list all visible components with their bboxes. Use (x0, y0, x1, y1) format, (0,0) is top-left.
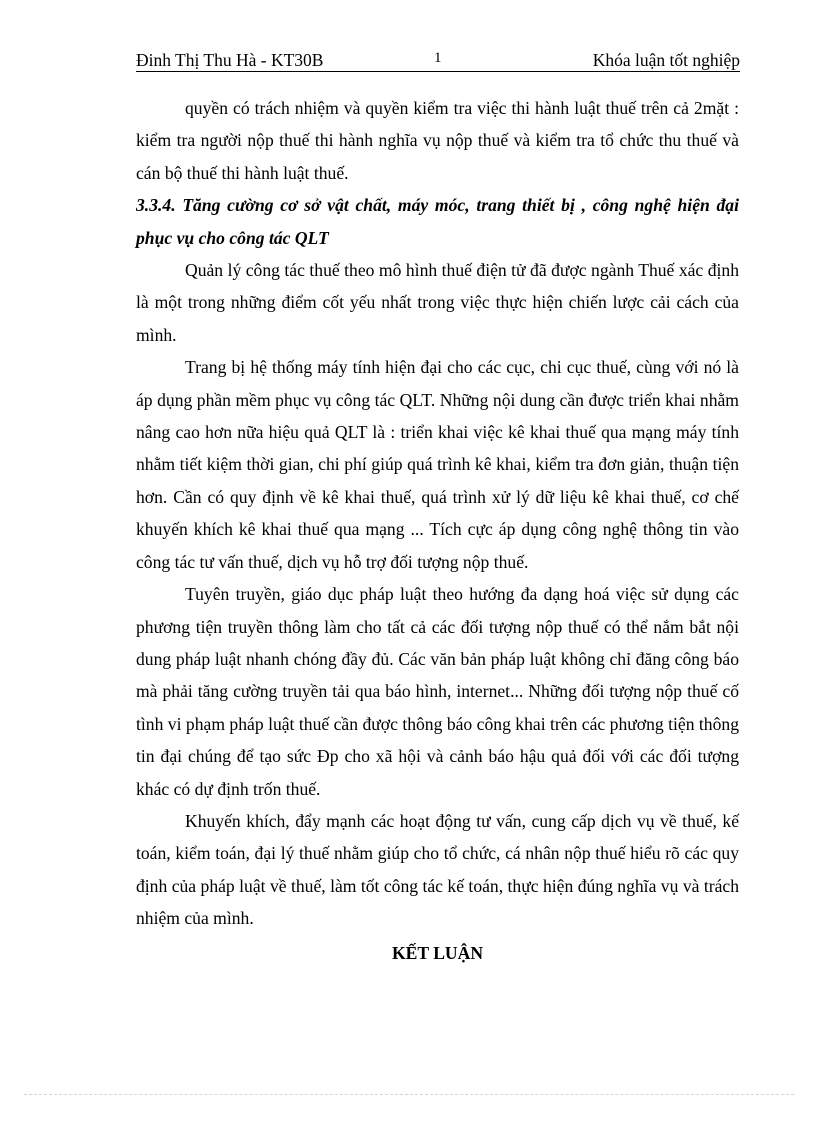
paragraph-1: Quản lý công tác thuế theo mô hình thuế điện tử đã được ngành Thuế xác định là một trong những điểm cốt yếu nhất trong việc thực hiện chiến lược cải cách của mình. (136, 260, 739, 345)
page-bottom-divider (24, 1094, 794, 1095)
paragraph-intro: quyền có trách nhiệm và quyền kiểm tra việc thi hành luật thuế trên cả 2mặt : kiểm tra người nộp thuế thi hành nghĩa vụ nộp thuế và kiểm tra tổ chức thu thuế và cán bộ thuế thi hành luật thuế. (136, 98, 739, 183)
header-doc-type: Khóa luận tốt nghiệp (592, 50, 740, 70)
document-body (136, 92, 739, 969)
paragraph-2: Trang bị hệ thống máy tính hiện đại cho các cục, chi cục thuế, cùng với nó là áp dụng phần mềm phục vụ công tác QLT. Những nội dung cần được triển khai nhằm nâng cao hơn nữa hiệu quả QLT là : triển khai việc kê khai thuế qua mạng máy tính nhằm tiết kiệm thời gian, chi phí giúp quá trình kê khai, kiểm tra đơn giản, thuận tiện hơn. Cần có quy định về kê khai thuế, quá trình xử lý dữ liệu kê khai thuế, cơ chế khuyến khích kê khai thuế qua mạng ... Tích cực áp dụng công nghệ thông tin vào công tác tư vấn thuế, dịch vụ hỗ trợ đối tượng nộp thuế. (136, 357, 739, 572)
page-header (136, 47, 740, 72)
paragraph-3: Tuyên truyền, giáo dục pháp luật theo hướng đa dạng hoá việc sử dụng các phương tiện truyền thông làm cho tất cả các đối tượng nộp thuế có thể nắm bắt nội dung pháp luật nhanh chóng đầy đủ. Các văn bản pháp luật không chỉ đăng công báo mà phải tăng cường truyền tải qua báo hình, internet... Những đối tượng nộp thuế cố tình vi phạm pháp luật thuế cần được thông báo công khai trên các phương tiện thông tin đại chúng để tạo sức Đp cho xã hội và cảnh báo hậu quả đối với các đối tượng khác có dự định trốn thuế. (136, 584, 739, 799)
conclusion-title: KẾT LUẬN (391, 942, 484, 963)
header-author: Đinh Thị Thu Hà - KT30B (136, 50, 324, 70)
paragraph-4: Khuyến khích, đẩy mạnh các hoạt động tư vấn, cung cấp dịch vụ về thuế, kế toán, kiểm toán, đại lý thuế nhằm giúp cho tổ chức, cá nhân nộp thuế hiểu rõ các quy định của pháp luật về thuế, làm tốt công tác kế toán, thực hiện đúng nghĩa vụ và trách nhiệm của mình. (136, 810, 739, 929)
page-number: 1 (434, 50, 442, 66)
section-heading: 3.3.4. Tăng cường cơ sở vật chất, máy móc, trang thiết bị , công nghệ hiện đại phục vụ cho công tác QLT (136, 195, 739, 248)
